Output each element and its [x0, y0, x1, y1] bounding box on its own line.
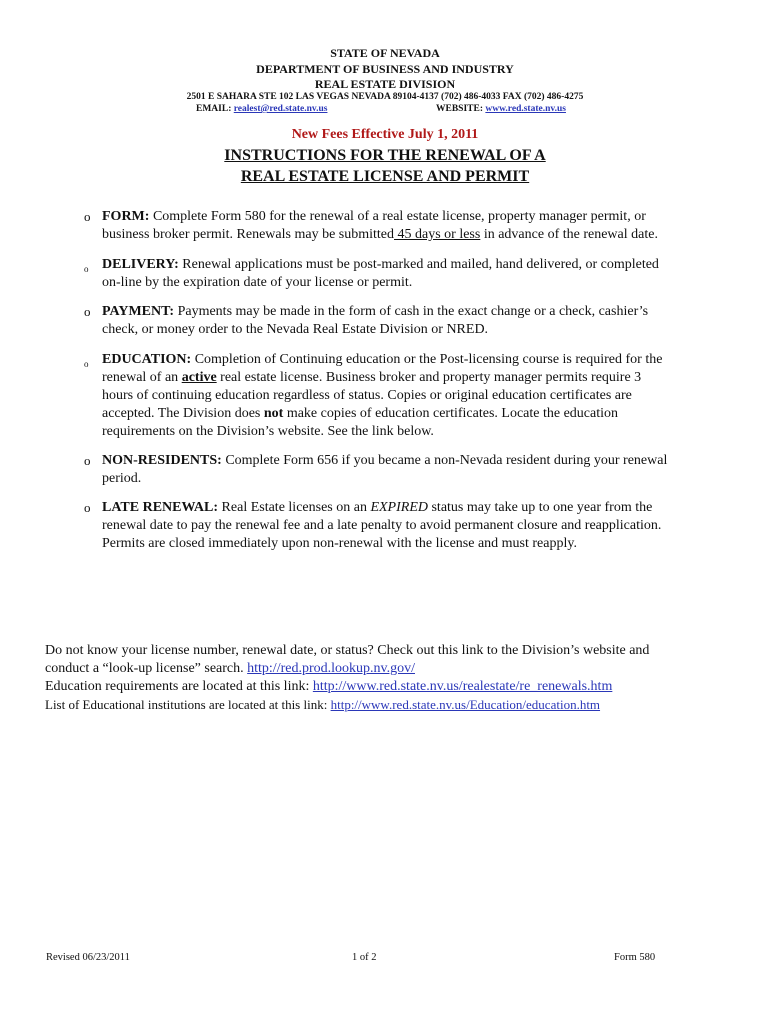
- form-number: Form 580: [614, 952, 656, 963]
- header-address: 2501 E SAHARA STE 102 LAS VEGAS NEVADA 89104-4137 (702) 486-4033 FAX (702) 486-4275: [186, 92, 584, 102]
- item-text: LATE RENEWAL: Real Estate licenses on an EXPIRED status may take up to one year from the renewal date to pay the renewal fee and a late penalty to avoid permanent closure and reapplication. Permits are closed immediately upon non-renewal with the license and must reapply.: [102, 500, 662, 551]
- email-block: [196, 104, 327, 114]
- page-number: 1 of 2: [352, 952, 377, 963]
- lookup-paragraph: Do not know your license number, renewal date, or status? Check out this link to the Division’s website and conduct a “look-up license” search. http://red.prod.lookup.nv.gov/ Education requirements are located at this link: http://www.red.state.nv.us/realestate/re_renewals.htm List of Educational institutions are located at this link: http://www.red.state.nv.us/Education/education.htm: [45, 643, 650, 712]
- header-department: DEPARTMENT OF BUSINESS AND INDUSTRY: [256, 62, 514, 76]
- website-block: [436, 104, 566, 114]
- header-state: STATE OF NEVADA: [330, 46, 440, 60]
- item-label: PAYMENT:: [102, 304, 175, 319]
- item-text: FORM: Complete Form 580 for the renewal of a real estate license, property manager permit, or business broker permit. Renewals may be submitted 45 days or less in advance of the renewal date.: [102, 209, 658, 242]
- education-requirements-link[interactable]: http://www.red.state.nv.us/realestate/re_renewals.htm: [312, 679, 613, 694]
- item-text: NON-RESIDENTS: Complete Form 656 if you became a non-Nevada resident during your renewal period.: [102, 453, 668, 486]
- lookup-link[interactable]: http://red.prod.lookup.nv.gov/: [247, 661, 415, 676]
- website-label: WEBSITE:: [436, 104, 486, 114]
- website-link[interactable]: www.red.state.nv.us: [485, 104, 566, 114]
- bullet: o: [84, 453, 91, 468]
- bullet: o: [84, 264, 89, 274]
- revised-date: Revised 06/23/2011: [46, 952, 130, 963]
- page-title-line1: INSTRUCTIONS FOR THE RENEWAL OF A: [224, 147, 546, 164]
- item-text: EDUCATION: Completion of Continuing education or the Post-licensing course is required for the renewal of an active real estate license. Business broker and property manager permits require 3 hours of continuing education regardless of status. Copies or original education certificates are accepted. The Division does not make copies of education certificates. Locate the education requirements on the Division’s website. See the link below.: [102, 352, 663, 439]
- item-label: FORM:: [102, 209, 150, 224]
- item-label: NON-RESIDENTS:: [102, 453, 222, 468]
- item-text: PAYMENT: Payments may be made in the form of cash in the exact change or a check, cashier’s check, or money order to the Nevada Real Estate Division or NRED.: [102, 304, 649, 337]
- item-text: DELIVERY: Renewal applications must be post-marked and mailed, hand delivered, or completed on-line by the expiration date of your license or permit.: [102, 257, 659, 290]
- bullet: o: [84, 209, 91, 224]
- item-label: DELIVERY:: [102, 257, 179, 272]
- email-link[interactable]: realest@red.state.nv.us: [233, 104, 328, 114]
- email-label: EMAIL:: [196, 104, 234, 114]
- new-fees-notice: New Fees Effective July 1, 2011: [291, 127, 479, 142]
- item-label: LATE RENEWAL:: [102, 500, 219, 515]
- page-title-line2: REAL ESTATE LICENSE AND PERMIT: [240, 168, 530, 185]
- header-division: REAL ESTATE DIVISION: [314, 77, 456, 91]
- bullet: o: [84, 359, 89, 369]
- item-label: EDUCATION:: [102, 352, 192, 367]
- educational-institutions-link[interactable]: http://www.red.state.nv.us/Education/education.htm: [330, 697, 601, 712]
- bullet: o: [84, 500, 91, 515]
- bullet: o: [84, 304, 91, 319]
